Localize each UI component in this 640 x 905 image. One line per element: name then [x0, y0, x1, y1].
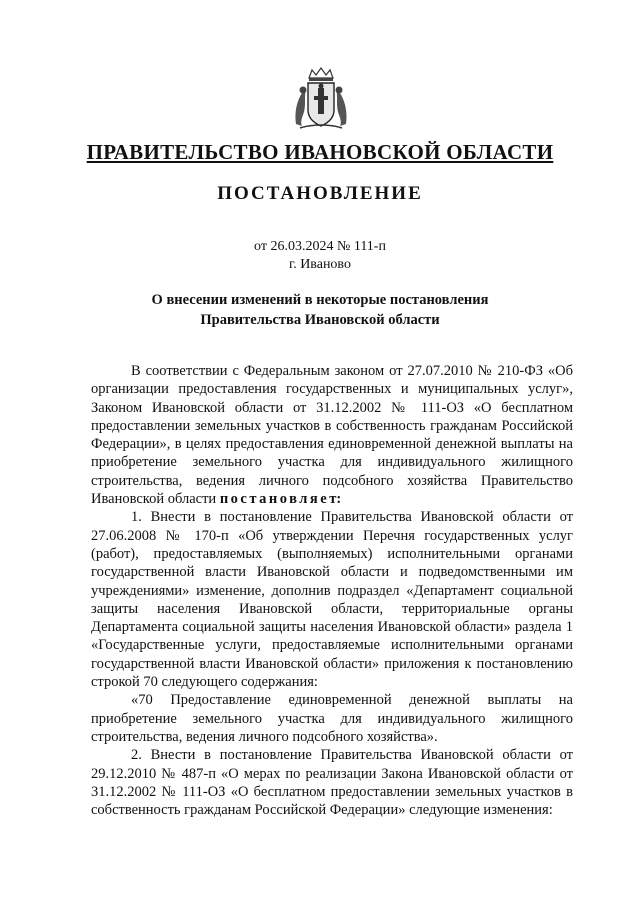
item-2-paragraph: 2. Внести в постановление Правительства Ивановской области от 29.12.2010 № 487-п «О мерах по реализации Закона Ивановской области от 31.12.2002 № 111-ОЗ «О бесплатном предоставлении земельных участков в собственность гражданам Российской Федерации» следующие изменения: [91, 747, 573, 819]
preamble-text: В соответствии с Федеральным законом от 27.07.2010 № 210-ФЗ «Об организации предоставления государственных и муниципальных услуг», Законом Ивановской области от 31.12.2002 № 111-ОЗ «О бесплатном предоставлении земельных участков в собственность гражданам Российской Федерации», в целях предоставления единовременной денежной выплаты на приобретение земельного участка для индивидуального жилищного строительства, ведения личного подсобного хозяйства Правительство Ивановской области [91, 363, 573, 508]
coat-of-arms-icon [292, 66, 350, 132]
decree-word: постановляе [219, 491, 330, 508]
item-1-quote: «70 Предоставление единовременной денежной выплаты на приобретение земельного участка для индивидуального жилищного строительства, ведения личного подсобного хозяйства». [91, 692, 573, 745]
preamble-paragraph [91, 362, 573, 508]
document-type: ПОСТАНОВЛЕНИЕ [217, 183, 423, 204]
document-body [91, 362, 573, 819]
date-number: от 26.03.2024 № 111-п [254, 239, 386, 254]
item-1-paragraph: 1. Внести в постановление Правительства Ивановской области от 27.06.2008 № 170-п «Об утверждении Перечня государственных услуг (работ), предоставляемых (выполняемых) исполнительными органами государственной власти Ивановской области и подведомственными им учреждениями» изменение, дополнив подраздел «Департамент социальной защиты населения Ивановской области, территориальные органы Департамента социальной защиты населения Ивановской области» раздела 1 «Государственные услуги, предоставляемые исполнительными органами государственной власти Ивановской области» приложения к постановлению строкой 70 следующего содержания: [91, 509, 573, 691]
decree-word-tail: т: [329, 491, 342, 508]
city: г. Иваново [289, 257, 351, 272]
subject-line-2: Правительства Ивановской области [200, 312, 440, 328]
subject-line-1: О внесении изменений в некоторые постановления [151, 292, 489, 308]
government-title: ПРАВИТЕЛЬСТВО ИВАНОВСКОЙ ОБЛАСТИ [86, 140, 554, 164]
document-subject [0, 290, 640, 330]
